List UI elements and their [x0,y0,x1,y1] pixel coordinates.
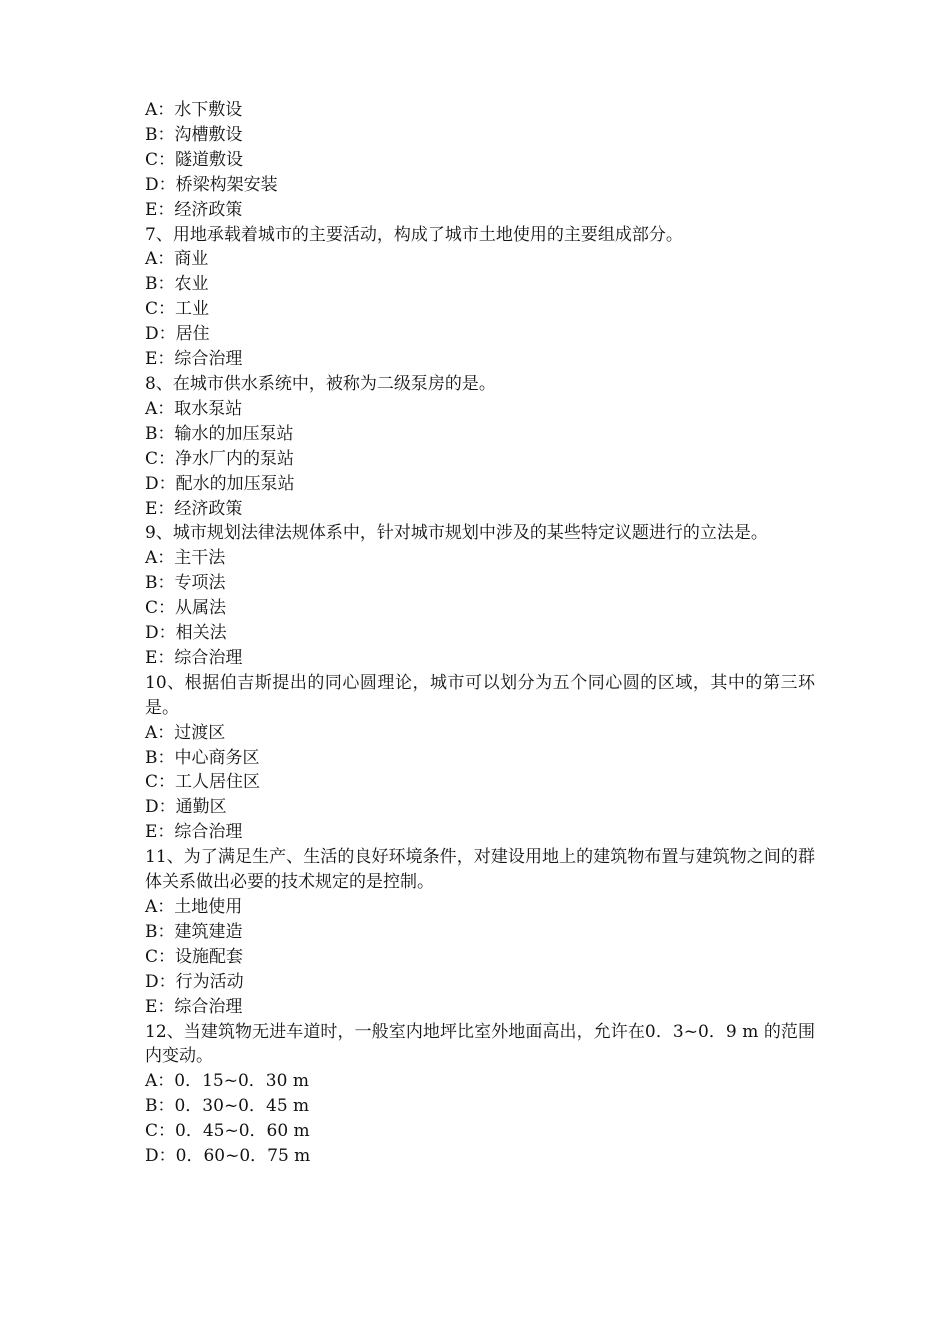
option-line: B：0．30~0．45 m [145,1096,310,1117]
option-line: A：商业 [145,249,209,270]
option-line: C：从属法 [145,598,227,619]
option-line: E：经济政策 [145,199,243,220]
option-line: A：水下敷设 [145,100,243,120]
question-11: 11、为了满足生产、生活的良好环境条件，对建设用地上的建筑物布置与建筑物之间的群体关系做出必要的技术规定的是控制。 [145,847,815,893]
option-line: E：综合治理 [145,349,243,370]
option-line: D：相关法 [145,623,227,644]
option-line: B：中心商务区 [145,747,260,768]
option-line: E：综合治理 [145,996,243,1017]
question-7: 7、用地承载着城市的主要活动，构成了城市土地使用的主要组成部分。 [145,224,683,245]
question-8: 8、在城市供水系统中，被称为二级泵房的是。 [145,373,496,394]
option-line: B：建筑建造 [145,921,243,942]
option-line: D：行为活动 [145,971,244,992]
option-line: B：专项法 [145,573,226,594]
option-line: D：配水的加压泵站 [145,473,295,494]
option-line: C：净水厂内的泵站 [145,448,295,469]
option-line: C：设施配套 [145,946,244,967]
option-line: C：0．45~0．60 m [145,1121,310,1142]
option-line: C：工人居住区 [145,772,261,793]
option-line: C：隧道敷设 [145,149,244,170]
option-line: E：综合治理 [145,822,243,843]
option-line: B：农业 [145,274,209,295]
option-line: A：取水泵站 [145,398,243,419]
option-line: E：经济政策 [145,498,243,519]
option-line: A：过渡区 [145,722,226,743]
question-10: 10、根据伯吉斯提出的同心圆理论，城市可以划分为五个同心圆的区域，其中的第三环是。 [145,672,815,718]
option-line: E：综合治理 [145,647,243,668]
question-9: 9、城市规划法律法规体系中，针对城市规划中涉及的某些特定议题进行的立法是。 [145,523,768,544]
option-line: D：0．60~0．75 m [145,1146,311,1167]
option-line: A：土地使用 [145,897,243,917]
option-line: D：居住 [145,324,210,345]
option-line: B：输水的加压泵站 [145,423,294,444]
option-line: A：0．15~0．30 m [145,1071,309,1092]
option-line: D：桥梁构架安装 [145,174,278,195]
question-12: 12、当建筑物无进车道时，一般室内地坪比室外地面高出，允许在0．3~0．9 m 的范围内变动。 [145,1021,815,1067]
option-line: B：沟槽敷设 [145,124,243,145]
document-body [145,98,815,1169]
option-line: A：主干法 [145,548,226,569]
option-line: C：工业 [145,299,210,320]
option-line: D：通勤区 [145,797,227,818]
